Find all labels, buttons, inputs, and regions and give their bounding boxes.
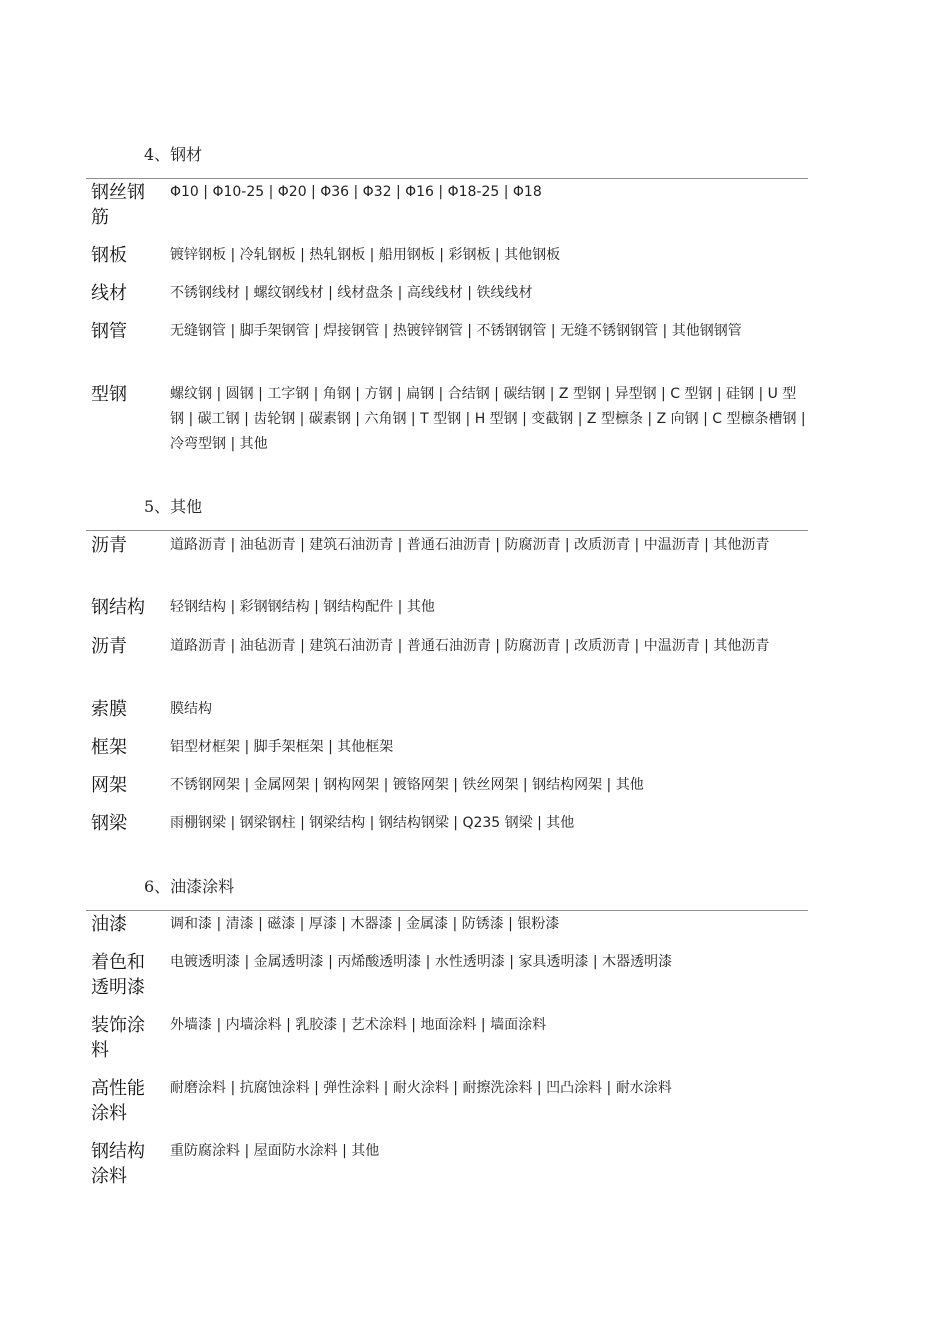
category-label: 钢结构 <box>91 597 145 618</box>
category-items: 耐磨涂料 | 抗腐蚀涂料 | 弹性涂料 | 耐火涂料 | 耐擦洗涂料 | 凹凸涂料 | 耐水涂料 <box>170 1080 672 1096</box>
category-items: 不锈钢网架 | 金属网架 | 钢构网架 | 镀铬网架 | 铁丝网架 | 钢结构网架 | 其他 <box>170 777 644 793</box>
section-title: 4、钢材 <box>144 145 203 164</box>
category-label: 钢丝钢筋 <box>91 182 145 228</box>
category-label: 沥青 <box>91 636 127 657</box>
category-label: 索膜 <box>91 699 127 720</box>
category-items: 无缝钢管 | 脚手架钢管 | 焊接钢管 | 热镀锌钢管 | 不锈钢钢管 | 无缝不锈钢钢管 | 其他钢钢管 <box>170 323 742 339</box>
category-items: 膜结构 <box>170 701 212 717</box>
category-items: 螺纹钢 | 圆钢 | 工字钢 | 角钢 | 方钢 | 扁钢 | 合结钢 | 碳结钢 | Z 型钢 | 异型钢 | C 型钢 | 硅钢 | U 型钢 | 碳工钢 | 齿轮钢 | 碳素钢 | 六角钢 | T 型钢 | H 型钢 | 变截钢 | Z 型檩条 | Z 向钢 | C 型檩条槽钢 | 冷弯型钢 | 其他 <box>170 386 806 452</box>
category-label: 高性能涂料 <box>91 1078 145 1124</box>
section-title: 5、其他 <box>144 497 203 516</box>
category-label: 网架 <box>91 775 127 796</box>
category-items: 轻钢结构 | 彩钢钢结构 | 钢结构配件 | 其他 <box>170 599 435 615</box>
category-items: 道路沥青 | 油毡沥青 | 建筑石油沥青 | 普通石油沥青 | 防腐沥青 | 改质沥青 | 中温沥青 | 其他沥青 <box>170 638 770 654</box>
category-items: 调和漆 | 清漆 | 磁漆 | 厚漆 | 木器漆 | 金属漆 | 防锈漆 | 银粉漆 <box>170 916 560 932</box>
section-divider <box>86 910 808 911</box>
category-label: 油漆 <box>91 914 127 935</box>
section-divider <box>86 530 808 531</box>
category-items: 不锈钢线材 | 螺纹钢线材 | 线材盘条 | 高线线材 | 铁线线材 <box>170 285 533 301</box>
category-items: 道路沥青 | 油毡沥青 | 建筑石油沥青 | 普通石油沥青 | 防腐沥青 | 改质沥青 | 中温沥青 | 其他沥青 <box>170 537 770 553</box>
category-items: Φ10 | Φ10-25 | Φ20 | Φ36 | Φ32 | Φ16 | Φ18-25 | Φ18 <box>170 184 542 200</box>
category-label: 着色和透明漆 <box>91 952 145 998</box>
category-label: 钢管 <box>91 321 127 342</box>
category-label: 型钢 <box>91 384 127 405</box>
section-title: 6、油漆涂料 <box>144 877 235 896</box>
category-label: 钢结构涂料 <box>91 1141 145 1187</box>
category-label: 钢板 <box>91 245 127 266</box>
category-items: 重防腐涂料 | 屋面防水涂料 | 其他 <box>170 1143 380 1159</box>
category-items: 电镀透明漆 | 金属透明漆 | 丙烯酸透明漆 | 水性透明漆 | 家具透明漆 | 木器透明漆 <box>170 954 673 970</box>
category-items: 雨棚钢梁 | 钢梁钢柱 | 钢梁结构 | 钢结构钢梁 | Q235 钢梁 | 其他 <box>170 815 575 831</box>
category-label: 沥青 <box>91 535 127 556</box>
category-label: 装饰涂料 <box>91 1015 145 1061</box>
category-label: 框架 <box>91 737 127 758</box>
category-items: 镀锌钢板 | 冷轧钢板 | 热轧钢板 | 船用钢板 | 彩钢板 | 其他钢板 <box>170 247 561 263</box>
category-items: 铝型材框架 | 脚手架框架 | 其他框架 <box>170 739 394 755</box>
category-items: 外墙漆 | 内墙涂料 | 乳胶漆 | 艺术涂料 | 地面涂料 | 墙面涂料 <box>170 1017 547 1033</box>
category-label: 线材 <box>91 283 127 304</box>
category-label: 钢梁 <box>91 813 127 834</box>
section-divider <box>86 178 808 179</box>
